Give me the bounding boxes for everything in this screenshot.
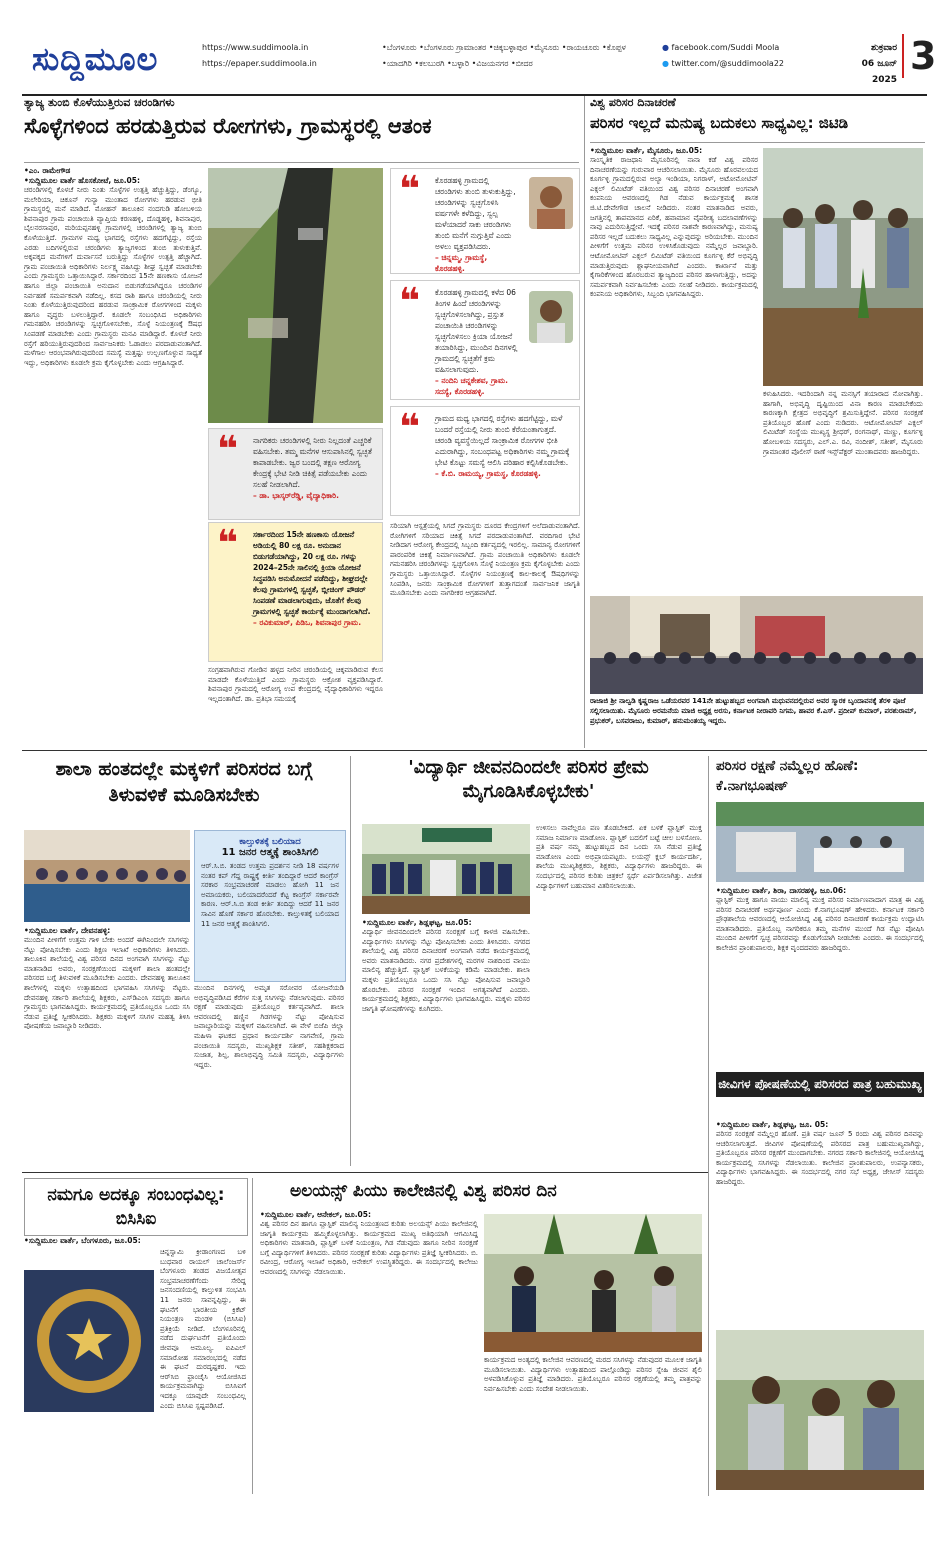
- quote-mark-icon: ❝: [217, 429, 239, 470]
- story4-dateline: •ಸುದ್ದಿಮೂಲ ವಾರ್ತೆ, ಶಿಡ್ಲಘಟ್ಟ, ಜೂ.05:: [362, 918, 472, 927]
- quote-card: ❝ ಗ್ರಾಮದ ಮಧ್ಯ ಭಾಗದಲ್ಲಿ ರಸ್ತೆಗಳು ಹದಗೆಟ್ಟಿದ್ದು, ಮಳೆ ಬಂದರೆ ರಸ್ತೆಯಲ್ಲಿ ನೀರು ತುಂಬಿ ಕೆರೆಯಂತಾಗುತ್ತದೆ. ಚರಂಡಿ ವ್ಯವಸ್ಥೆಯಿಲ್ಲದೆ ಸಾಂಕ್ರಾಮಿಕ ರೋಗಗಳ ಭೀತಿ ಎದುರಾಗಿದ್ದು, ಸಂಬಂಧಪಟ್ಟ ಅಧಿಕಾರಿಗಳು ನಮ್ಮ ಗ್ರಾಮಕ್ಕೆ ಭೇಟಿ ಕೊಟ್ಟು ಸಮಸ್ಯೆ ಆಲಿಸಿ ಪರಿಹಾರ ಕಲ್ಪಿಸಿಕೊಡಬೇಕು. – ಕೆ.ಬಿ. ರಾಮಯ್ಯ, ಗ್ರಾಮಸ್ಥ, ಕೊರಡಹಳ್ಳಿ.: [390, 406, 580, 516]
- newspaper-logo: ಸುದ್ದಿಮೂಲ: [32, 40, 159, 78]
- edition-cities: •ಬೆಂಗಳೂರು •ಬೆಂಗಳೂರು ಗ್ರಾಮಾಂತರ •ಚಿಕ್ಕಬಳ್ಳಾಪುರ •ಮೈಸೂರು •ರಾಯಚೂರು •ಕೊಪ್ಪಳ •ಯಾದಗಿರಿ •ಕಲಬುರಗಿ •ಬಳ್ಳಾರಿ •ವಿಜಯನಗರ •ಬೀದರ: [382, 43, 626, 68]
- issue-date: ಶುಕ್ರವಾರ 06 ಜೂನ್ 2025: [861, 43, 897, 85]
- students-planting-photo: [362, 824, 530, 914]
- divider: [252, 1178, 253, 1494]
- website-links: [202, 40, 317, 72]
- quote-mark-icon: ❝: [399, 169, 421, 210]
- story8-body-continued: ಕಾರ್ಯಕ್ರಮದ ಅಂತ್ಯದಲ್ಲಿ ಕಾಲೇಜಿನ ಆವರಣದಲ್ಲಿ ಮರದ ಸಸಿಗಳನ್ನು ನೆಡುವುದರ ಮೂಲಕ ಜಾಗೃತಿ ಮೂಡಿಸಲಾಯಿತು. ವಿದ್ಯಾರ್ಥಿಗಳು ಉತ್ಸಾಹದಿಂದ ಪಾಲ್ಗೊಂಡಿದ್ದು ಪರಿಸರ ಸ್ನೇಹಿ ಜೀವನ ಶೈಲಿ ಅಳವಡಿಸಿಕೊಳ್ಳುವ ಪ್ರತಿಜ್ಞೆ ಮಾಡಿದರು. ಪ್ರತಿಯೊಬ್ಬರೂ ಪರಿಸರ ರಕ್ಷಣೆಯಲ್ಲಿ ತಮ್ಮ ಪಾತ್ರವನ್ನು ನಿರ್ವಹಿಸಬೇಕು ಎಂದು ಸಂದೇಶ ನೀಡಲಾಯಿತು.: [484, 1356, 702, 1393]
- story3-column-1: [24, 926, 190, 1166]
- quote-card: ❝ ಕೊರಡಹಳ್ಳಿ ಗ್ರಾಮದಲ್ಲಿ ಚರಂಡಿಗಳು ತುಂಬಿ ತುಳುಕುತ್ತಿದ್ದು, ಚರಂಡಿಗಳನ್ನು ಸ್ವಚ್ಛಗೊಳಿಸಿ ವರ್ಷಗಳೇ ಕಳೆದಿದ್ದು, ಸ್ವಲ್ಪ ಮಳೆಯಾದರೆ ಸಾಕು ಚರಂಡಿಗಳು ತುಂಬಿ ಮನೆಗೆ ನುಗ್ಗುತ್ತಿವೆ ಎಂದು ಅಳಲು ವ್ಯಕ್ತಪಡಿಸಿದರು. – ಚಿನ್ನಮ್ಮ, ಗ್ರಾಮಸ್ಥೆ, ಕೊರಡಹಳ್ಳಿ.: [390, 168, 580, 274]
- story2-body-continued: ಕಳುಹಿಸಿದರು. ಇದರಿಂದಾಗಿ ನನ್ನ ಮನಸ್ಸಿಗೆ ತಯಾರಾದ ನೋವಾಗಿತ್ತು. ಹಾಗಾಗಿ, ಅಭಿವೃದ್ಧಿ ದೃಷ್ಟಿಯಿಂದ ವಿನಾ ಕಾರಣ ಮಾಡಬೇಕೆಂದು ಕಾರಣಕ್ಕಾಗಿ ಕ್ಷೇತ್ರದ ಅಭಿವೃದ್ಧಿಗೆ ಶ್ರಮಿಸುತ್ತಿದ್ದೇನೆ. ಪರಿಸರ ಸಂರಕ್ಷಣೆ ಪ್ರತಿಯೊಬ್ಬರ ಹೊಣೆ ಎಂದು ನುಡಿದರು. ಆಟೋಮೋಟಿವ್ ಎಕ್ಸಲ್ ಲಿಮಿಟೆಡ್ ಸಂಸ್ಥೆಯ ಮುಖ್ಯಸ್ಥ ಶ್ರೀಧರ್, ರಂಗನಾಥ್, ಮಣ್ಣು, ಕೂರ್ಗಳ್ಳಿ ಹೋಬಳಿಯ ಸದಸ್ಯರು, ಎಲ್.ಎ. ರವಿ, ನಂದೀಶ್, ಸತೀಶ್, ಮೈಸೂರು ಗ್ರಾಮಾಂತರ ಪೊಲೀಸ್ ಠಾಣೆ ಇನ್ಸ್‌ಪೆಕ್ಟರ್ ಮುಂತಾದವರು ಹಾಜರಿದ್ದರು.: [763, 390, 923, 456]
- story6-dateline: •ಸುದ್ದಿಮೂಲ ವಾರ್ತೆ, ಶಿಡ್ಲಘಟ್ಟ, ಜೂ. 05:: [716, 1120, 829, 1129]
- story2-headline: ಪರಿಸರ ಇಲ್ಲದೆ ಮನುಷ್ಯ ಬದುಕಲು ಸಾಧ್ಯವಿಲ್ಲ: ಜಿಟಿಡಿ: [590, 114, 849, 132]
- quote-card: ❝ ನಾಗರಿಕರು ಚರಂಡಿಗಳಲ್ಲಿ ನೀರು ನಿಲ್ಲದಂತೆ ಎಚ್ಚರಿಕೆ ವಹಿಸಬೇಕು. ತಮ್ಮ ಮನೆಗಳ ಆಸುಪಾಸಿನಲ್ಲಿ ಸ್ವಚ್ಛತೆ ಕಾಪಾಡಬೇಕು. ಜ್ವರ ಬಂದಲ್ಲಿ ತಕ್ಷಣ ಆರೋಗ್ಯ ಕೇಂದ್ರಕ್ಕೆ ಭೇಟಿ ನೀಡಿ ಚಿಕಿತ್ಸೆ ಪಡೆಯಬೇಕು ಎಂದು ಸಲಹೆ ನೀಡಲಾಗಿದೆ. – ಡಾ. ಭಾಸ್ಕರ್‌ರೆಡ್ಡಿ, ವೈದ್ಯಾಧಿಕಾರಿ.: [208, 428, 383, 520]
- story6-body: ಪರಿಸರ ಸಂರಕ್ಷಣೆ ನಮ್ಮೆಲ್ಲರ ಹೊಣೆ. ಪ್ರತಿ ವರ್ಷ ಜೂನ್ 5 ರಂದು ವಿಶ್ವ ಪರಿಸರ ದಿನವನ್ನು ಆಚರಿಸಲಾಗುತ್ತದೆ. ಜೀವಿಗಳ ಪೋಷಣೆಯಲ್ಲಿ ಪರಿಸರದ ಪಾತ್ರ ಬಹುಮುಖ್ಯವಾಗಿದ್ದು, ಪ್ರತಿಯೊಬ್ಬರೂ ಪರಿಸರ ರಕ್ಷಣೆಗೆ ಮುಂದಾಗಬೇಕು. ನಗರದ ಸರ್ಕಾರಿ ಕಾಲೇಜಿನಲ್ಲಿ ಆಯೋಜಿಸಿದ್ದ ಕಾರ್ಯಕ್ರಮದಲ್ಲಿ ಸಸಿಗಳನ್ನು ನೆಡಲಾಯಿತು. ಕಾಲೇಜಿನ ಪ್ರಾಂಶುಪಾಲರು, ಉಪನ್ಯಾಸಕರು, ವಿದ್ಯಾರ್ಥಿಗಳು ಭಾಗವಹಿಸಿದ್ದರು. ಈ ಸಂದರ್ಭದಲ್ಲಿ ನಗರ ಸಭೆ ಅಧ್ಯಕ್ಷ, ಜೇಸೀಸ್ ಸದಸ್ಯರು ಹಾಜರಿದ್ದರು.: [716, 1130, 924, 1186]
- quote-card: ❝ ಸರ್ಕಾರದಿಂದ 15ನೇ ಹಣಕಾಸು ಯೋಜನೆ ಅಡಿಯಲ್ಲಿ 80 ಲಕ್ಷ ರೂ. ಅನುದಾನ ಬಿಡುಗಡೆಯಾಗಿದ್ದು, 20 ಲಕ್ಷ ರೂ. ಗಳನ್ನು 2024–25ನೇ ಸಾಲಿನಲ್ಲಿ ಕ್ರಿಯಾ ಯೋಜನೆ ಸಿದ್ಧಪಡಿಸಿ ಅನುಮೋದನೆ ಪಡೆದಿದ್ದು, ಶೀಘ್ರದಲ್ಲೇ ಕೆಲವು ಗ್ರಾಮಗಳಲ್ಲಿ ಸ್ವಚ್ಛತೆ, ಬ್ಲೀಚಿಂಗ್ ಪೌಡರ್ ಸಿಂಪಡಣೆ ಮಾಡಲಾಗುವುದು, ಜೊತೆಗೆ ಕೆಲವು ಗ್ರಾಮಗಳಲ್ಲಿ ಸ್ವಚ್ಛತೆ ಕಾರ್ಯಕ್ಕೆ ಮುಂದಾಗಲಾಗಿದೆ. – ರವಿಕುಮಾರ್, ಪಿಡಿಒ, ಶಿವನಾಪುರ ಗ್ರಾಮ.: [208, 522, 383, 662]
- alliance-college-planting-photo: [484, 1214, 702, 1352]
- story5-column: [716, 886, 924, 1072]
- story5-headline: ಪರಿಸರ ರಕ್ಷಣೆ ನಮ್ಮೆಲ್ಲರ ಹೊಣೆ: ಕೆ.ನಾಗಭೂಷಣ್: [716, 758, 859, 794]
- environment-day-event-photo: [716, 802, 924, 882]
- story8-dateline: •ಸುದ್ದಿಮೂಲ ವಾರ್ತೆ, ಆನೇಕಲ್, ಜೂ.05:: [260, 1210, 371, 1219]
- story7-dateline: •ಸುದ್ದಿಮೂಲ ವಾರ್ತೆ, ಬೆಂಗಳೂರು, ಜೂ.05:: [24, 1236, 141, 1245]
- story8-headline: ಅಲಯನ್ಸ್ ಪಿಯು ಕಾಲೇಜಿನಲ್ಲಿ ವಿಶ್ವ ಪರಿಸರ ದಿನ: [290, 1181, 557, 1201]
- stampede-condolence-box: [194, 830, 346, 982]
- quote-card: ❝ ಕೊರಡಹಳ್ಳಿ ಗ್ರಾಮದಲ್ಲಿ ಕಳೆದ 06 ತಿಂಗಳ ಹಿಂದೆ ಚರಂಡಿಗಳನ್ನು ಸ್ವಚ್ಛಗೊಳಿಸಲಾಗಿದ್ದು, ಪ್ರಸ್ತುತ ಪಂಚಾಯಿತಿ ಚರಂಡಿಗಳನ್ನು ಸ್ವಚ್ಛಗೊಳಿಸಲು ಕ್ರಿಯಾ ಯೋಜನೆ ತಯಾರಿಸಿದ್ದು, ಮುಂದಿನ ದಿನಗಳಲ್ಲಿ ಗ್ರಾಮದಲ್ಲಿ ಸ್ವಚ್ಛತೆಗೆ ಕ್ರಮ ವಹಿಸಲಾಗುವುದು. – ನಂದಿನಿ ಚನ್ನಕೇಶವ, ಗ್ರಾಮ. ಸದಸ್ಯೆ, ಕೊರಡಹಳ್ಳಿ.: [390, 280, 580, 400]
- memorial-event-photo: [590, 596, 923, 694]
- box-body: ಆರ್.ಸಿ.ಬಿ. ತಂಡದ ಉತ್ತಮ ಪ್ರದರ್ಶನ ನೀಡಿ 18 ವರ್ಷಗಳ ನಂತರ ಕಪ್ ಗೆದ್ದ ರಾಷ್ಟ್ರಕ್ಕೆ ಕೀರ್ತಿ ತಂದಿದ್ದಾರೆ ಆದರೆ ಕಾಂಗ್ರೆಸ್ ಸರಕಾರ ಸಂಭ್ರಮಾಚರಣೆ ಮಾಡಲು ಹೋಗಿ 11 ಜನ ಅಮಾಯಕರು, ಬಲಿಯಾದರೆಂದರೆ ಕೆಟ್ಟ ಕಾಂಗ್ರೆಸ್ ಸರ್ಕಾರವೇ ಕಾರಣ. ಆರ್.ಸಿ.ಬಿ ತಂಡ ಕೀರ್ತಿ ತಂದಿದ್ದು ಆದರೆ 11 ಜನರ ಸಾವಿನ ಹೊಣೆ ಸರ್ಕಾರ ಹೊರಬೇಕು. ಕಾಲ್ತುಳಿತಕ್ಕೆ ಬಲಿಯಾದ 11 ಜನರ ಆತ್ಮಕ್ಕೆ ಶಾಂತಿಸಿಗಲಿ.: [201, 862, 339, 928]
- epaper-link[interactable]: https://epaper.suddimoola.in: [202, 59, 317, 68]
- box-title: 11 ಜನರ ಆತ್ಮಕ್ಕೆ ಶಾಂತಿಸಿಗಲಿ: [221, 847, 319, 858]
- divider: [590, 142, 925, 143]
- story8-body: ವಿಶ್ವ ಪರಿಸರ ದಿನ ಹಾಗೂ ಪ್ಲಾಸ್ಟಿಕ್ ಮಾಲಿನ್ಯ ನಿಯಂತ್ರಣದ ಕುರಿತು ಅಲಯನ್ಸ್ ಪಿಯು ಕಾಲೇಜಿನಲ್ಲಿ ಜಾಗೃತಿ ಕಾರ್ಯಕ್ರಮ ಹಮ್ಮಿಕೊಳ್ಳಲಾಗಿತ್ತು. ಕಾರ್ಯಕ್ರಮದ ಮುಖ್ಯ ಅತಿಥಿಯಾಗಿ ಆಗಮಿಸಿದ್ದ ಅಧಿಕಾರಿಗಳು ಮಾತನಾಡಿ, ಪ್ಲಾಸ್ಟಿಕ್ ಬಳಕೆ ನಿಯಂತ್ರಣ, ಗಿಡ ನೆಡುವುದು ಹಾಗೂ ನೀರಿನ ಸಂರಕ್ಷಣೆ ಬಗ್ಗೆ ವಿದ್ಯಾರ್ಥಿಗಳಿಗೆ ತಿಳಿಸಿದರು. ಪರಿಸರ ಸಂರಕ್ಷಣೆ ಕುರಿತು ವಿದ್ಯಾರ್ಥಿಗಳು ಪ್ರತಿಜ್ಞೆ ಸ್ವೀಕರಿಸಿದರು. ಬಿ. ರವೀಂದ್ರ, ಆರೋಗ್ಯ ಇಲಾಖೆ ಅಧಿಕಾರಿ, ಆನೇಕಲ್ ಉಪಸ್ಥಿತರಿದ್ದರು. ಈ ಸಂದರ್ಭದಲ್ಲಿ ಕಾಲೇಜು ಆವರಣದಲ್ಲಿ ಸಸಿಗಳನ್ನು ನೆಡಲಾಯಿತು.: [260, 1220, 478, 1276]
- story1-kicker: ತ್ಯಾಜ್ಯ ತುಂಬಿ ಕೊಳೆಯುತ್ತಿರುವ ಚರಂಡಿಗಳು: [24, 96, 175, 109]
- story4-column-1: [362, 918, 530, 1166]
- school-students-photo: [24, 830, 190, 922]
- social-links: [662, 40, 784, 72]
- story7-body: ಚಿನ್ನಸ್ವಾಮಿ ಕ್ರೀಡಾಂಗಣದ ಬಳಿ ಬುಧವಾರ ರಾಯಲ್ ಚಾಲೆಂಜರ್ಸ್ ಬೆಂಗಳೂರು ತಂಡದ ವಿಜಯೋತ್ಸವ ಸಂಭ್ರಮಾಚರಣೆಗೆಂದು ಸೇರಿದ್ದ ಜನಸಂದಣಿಯಲ್ಲಿ ಕಾಲ್ತುಳಿತ ಸಂಭವಿಸಿ 11 ಜನರು ಸಾವನ್ನಪ್ಪಿದ್ದು, ಈ ಘಟನೆಗೆ ಭಾರತೀಯ ಕ್ರಿಕೆಟ್ ನಿಯಂತ್ರಣ ಮಂಡಳಿ (ಬಿಸಿಸಿಐ) ಪ್ರತಿಕ್ರಿಯೆ ನೀಡಿದೆ. ಬೆಂಗಳೂರಿನಲ್ಲಿ ನಡೆದ ದುರ್ಘಟನೆಗೆ ಪ್ರತಿಯೊಂದು ಜೀವವೂ ಅಮೂಲ್ಯ. ಐಪಿಎಲ್ ಸಮಾರೋಹ ಸಮಾರಂಭದಲ್ಲಿ ನಡೆದ ಈ ಘಟನೆ ದುರದೃಷ್ಟಕರ. ಇದು ಆರ್‌ಸಿಬಿ ಫ್ರಾಂಚೈಸಿ ಆಯೋಜಿಸಿದ ಕಾರ್ಯಕ್ರಮವಾಗಿದ್ದು ಬಿಸಿಸಿಐಗೆ ಇದಕ್ಕೂ ಯಾವುದೇ ಸಂಬಂಧವಿಲ್ಲ ಎಂದು ಬಿಸಿಸಿಐ ಸ್ಪಷ್ಟಪಡಿಸಿದೆ.: [24, 1248, 246, 1494]
- facebook-link[interactable]: ● facebook.com/Suddi Moola: [662, 43, 780, 52]
- story6-column: [716, 1120, 924, 1326]
- box-kicker: ಕಾಲ್ತುಳಿತಕ್ಕೆ ಬಲಿಯಾದ: [239, 837, 301, 847]
- twitter-icon: ●: [662, 59, 669, 68]
- story1-body-continued: ಸಂಗ್ರಹವಾಗಿರುವ ಗೋಡಿನ ಹಳ್ಳದ ನೀರಿನ ಚರಂಡಿಯಲ್ಲಿ ಚಿಕ್ಕಮಾಡಿರುವ ಕೆಲಸ ಮಾಡದೇ ಕೊಳೆಯುತ್ತಿದೆ ಎಂದು ಗ್ರಾಮಸ್ಥರು ಆಕ್ರೋಶ ವ್ಯಕ್ತಪಡಿಸಿದ್ದಾರೆ. ಶಿವನಾಪುರ ಗ್ರಾಮದಲ್ಲಿ ಆರೋಗ್ಯ ಉಪ ಕೇಂದ್ರದಲ್ಲಿ ವೈದ್ಯಾಧಿಕಾರಿಗಳು ಇದ್ದರೂ ಇಲ್ಲದಂತಾಗಿದೆ. ಡಾ. ಪ್ರತಿಭಾ ಸಮಯಕ್ಕೆ: [208, 666, 383, 703]
- story3-dateline: •ಸುದ್ದಿಮೂಲ ವಾರ್ತೆ, ದೇವನಹಳ್ಳಿ:: [24, 926, 111, 935]
- story1-body: ಚರಂಡಿಗಳಲ್ಲಿ ಕೊಳಚೆ ನೀರು ನಿಂತು ಸೊಳ್ಳೆಗಳ ಉತ್ಪತ್ತಿ ಹೆಚ್ಚುತ್ತಿದ್ದು, ಡೆಂಗ್ಯೂ, ಮಲೇರಿಯಾ, ಚಿಕೂನ್ ಗುನ್ಯಾ ಮುಂತಾದ ರೋಗಗಳು ಹರಡುವ ಭೀತಿ ಗ್ರಾಮಸ್ಥರಲ್ಲಿ ಮನೆ ಮಾಡಿದೆ. ಮೋಹನ್ ತಾಲೂಕಿನ ನಂದಗುಡಿ ಹೋಬಳಿಯ ಶಿವನಾಪುರ ಗ್ರಾಮ ಪಂಚಾಯಿತಿ ವ್ಯಾಪ್ತಿಯ ಕರಣಹಳ್ಳಿ, ದೊಡ್ಡಹಳ್ಳಿ, ಶಿವನಾಪುರ, ಬೈಲನರಸಾಪುರ, ಮರಿಯಪ್ಪನಹಳ್ಳಿ ಗ್ರಾಮಗಳಲ್ಲಿ ಚರಂಡಿಗಳಲ್ಲಿ ತ್ಯಾಜ್ಯ ತುಂಬಿ ಕೊಳೆಯುತ್ತಿದೆ. ಗ್ರಾಮಗಳ ಮಧ್ಯ ಭಾಗದಲ್ಲಿ ರಸ್ತೆಗಳು ಹದಗೆಟ್ಟಿದ್ದು, ರಸ್ತೆಯ ಎರಡು ಬದಿಗಳಲ್ಲಿರುವ ಚರಂಡಿಗಳು ತ್ಯಾಜ್ಯಗಳಿಂದ ತುಂಬಿ ತುಳುಕುತ್ತಿವೆ. ಅಕ್ಕಪಕ್ಕದ ಮನೆಗಳಿಗೆ ದುರ್ವಾಸನೆ ಬರುತ್ತಿದ್ದು ಸೊಳ್ಳೆಗಳ ಉತ್ಪತ್ತಿ ಹೆಚ್ಚಾಗಿದೆ. ಗ್ರಾಮ ಪಂಚಾಯಿತಿ ಅಧಿಕಾರಿಗಳು ನಿರ್ಲಕ್ಷ್ಯ ವಹಿಸಿದ್ದು ಶೀಘ್ರ ಸ್ವಚ್ಛತೆ ಮಾಡಬೇಕು ಎಂದು ಗ್ರಾಮಸ್ಥರು ಒತ್ತಾಯಿಸಿದ್ದಾರೆ. ಸರ್ಕಾರದಿಂದ 15ನೇ ಹಣಕಾಸು ಯೋಜನೆ ಹಾಗೂ ಜಿಲ್ಲಾ ಪಂಚಾಯಿತಿ ಅನುದಾನ ಬಿಡುಗಡೆಯಾಗಿದ್ದರೂ ಚರಂಡಿಗಳ ನಿರ್ವಹಣೆ ಸಮರ್ಪಕವಾಗಿ ನಡೆದಿಲ್ಲ. ಕಸದ ರಾಶಿ ಹಾಗೂ ಚರಂಡಿಯಲ್ಲಿ ನೀರು ನಿಂತು ಕೊಳೆಯುತ್ತಿರುವುದರಿಂದ ಹರಡುವ ಸಾಂಕ್ರಾಮಿಕ ರೋಗಗಳಿಂದ ಮಕ್ಕಳು ಹಾಗೂ ವೃದ್ಧರು ಬಳಲುತ್ತಿದ್ದಾರೆ. ಕೂಡಲೇ ಸಂಬಂಧಿಸಿದ ಅಧಿಕಾರಿಗಳು ಗಮನಹರಿಸಿ ಚರಂಡಿಗಳನ್ನು ಸ್ವಚ್ಛಗೊಳಿಸಬೇಕು, ಸೊಳ್ಳೆ ನಿಯಂತ್ರಣಕ್ಕೆ ಔಷಧ ಸಿಂಪಡಣೆ ಮಾಡಬೇಕು ಎಂದು ಗ್ರಾಮಸ್ಥರು ಮನವಿ ಮಾಡಿದ್ದಾರೆ. ಕೊಳಚೆ ನೀರು ರಸ್ತೆಗೆ ಹರಿಯುತ್ತಿರುವುದರಿಂದ ಸಾರ್ವಜನಿಕರು ಓಡಾಡಲು ಪರದಾಡುವಂತಾಗಿದೆ. ಮಳೆಗಾಲ ಆರಂಭವಾಗಿರುವುದರಿಂದ ಸಮಸ್ಯೆ ಮತ್ತಷ್ಟು ಉಲ್ಬಣಗೊಳ್ಳುವ ಸಾಧ್ಯತೆ ಇದ್ದು, ಅಧಿಕಾರಿಗಳು ಕೂಡಲೇ ಕ್ರಮ ಕೈಗೊಳ್ಳಬೇಕು ಎಂದು ಆಗ್ರಹಿಸಿದ್ದಾರೆ.: [24, 186, 202, 367]
- story4-body: ವಿದ್ಯಾರ್ಥಿ ಜೀವನದಿಂದಲೇ ಪರಿಸರ ಸಂರಕ್ಷಣೆ ಬಗ್ಗೆ ಕಾಳಜಿ ವಹಿಸಬೇಕು. ವಿದ್ಯಾರ್ಥಿಗಳು ಸಸಿಗಳನ್ನು ನೆಟ್ಟು ಪೋಷಿಸಬೇಕು ಎಂದು ತಿಳಿಸಿದರು. ನಗರದ ಶಾಲೆಯಲ್ಲಿ ವಿಶ್ವ ಪರಿಸರ ದಿನಾಚರಣೆ ಅಂಗವಾಗಿ ನಡೆದ ಕಾರ್ಯಕ್ರಮದಲ್ಲಿ ಅವರು ಮಾತನಾಡಿದರು. ನಗರ ಪ್ರದೇಶಗಳಲ್ಲಿ ಮರಗಳ ನಾಶದಿಂದ ವಾಯು ಮಾಲಿನ್ಯ ಹೆಚ್ಚುತ್ತಿದೆ. ಪ್ಲಾಸ್ಟಿಕ್ ಬಳಕೆಯನ್ನು ಕಡಿಮೆ ಮಾಡಬೇಕು. ಶಾಲಾ ಮಕ್ಕಳು ಪ್ರತಿಯೊಬ್ಬರೂ ಒಂದು ಸಸಿ ನೆಟ್ಟು ಪೋಷಿಸುವ ಜವಾಬ್ದಾರಿ ಹೊರಬೇಕು. ಪರಿಸರ ಸಂರಕ್ಷಣೆ ಇಂದಿನ ಅಗತ್ಯವಾಗಿದೆ ಎಂದರು. ಕಾರ್ಯಕ್ರಮದಲ್ಲಿ ಶಿಕ್ಷಕರು, ವಿದ್ಯಾರ್ಥಿಗಳು ಭಾಗವಹಿಸಿದ್ದರು. ಮಕ್ಕಳು ಪರಿಸರ ಜಾಗೃತಿ ಘೋಷಣೆಗಳನ್ನು ಕೂಗಿದರು.: [362, 928, 530, 1013]
- divider: [24, 162, 579, 163]
- story3-body: ಮುಂದಿನ ಪೀಳಿಗೆಗೆ ಉತ್ತಮ ಗಾಳಿ ಬೇಕು ಅಂದರೆ ಈಗಿನಿಂದಲೇ ಸಸಿಗಳನ್ನು ನೆಟ್ಟು ಪೋಷಿಸಬೇಕು ಎಂದು ಶಿಕ್ಷಣ ಇಲಾಖೆ ಅಧಿಕಾರಿಗಳು ತಿಳಿಸಿದರು. ತಾಲೂಕಿನ ಶಾಲೆಯಲ್ಲಿ ವಿಶ್ವ ಪರಿಸರ ದಿನದ ಅಂಗವಾಗಿ ಸಸಿಗಳನ್ನು ನೆಟ್ಟು ಮಾತನಾಡಿದ ಅವರು, ಸಂರಕ್ಷಣೆಯಿಂದ ಮಕ್ಕಳಿಗೆ ಶಾಲಾ ಹಂತದಲ್ಲೇ ಪರಿಸರದ ಬಗ್ಗೆ ತಿಳುವಳಿಕೆ ಮೂಡಿಸಬೇಕು ಎಂದರು. ದೇವನಹಳ್ಳಿ ತಾಲೂಕಿನ ಶಾಲೆಗಳಲ್ಲಿ ಮಕ್ಕಳು ಉತ್ಸಾಹದಿಂದ ಭಾಗವಹಿಸಿ ಸಸಿಗಳನ್ನು ನೆಟ್ಟರು. ದೇವನಹಳ್ಳಿ ಸರ್ಕಾರಿ ಶಾಲೆಯಲ್ಲಿ ಶಿಕ್ಷಕರು, ಎಸ್‌ಡಿಎಂಸಿ ಸದಸ್ಯರು ಹಾಗೂ ಗ್ರಾಮಸ್ಥರು ಭಾಗವಹಿಸಿದ್ದರು. ಕಾರ್ಯಕ್ರಮದಲ್ಲಿ ಪ್ರತಿಯೊಬ್ಬರೂ ಒಂದು ಸಸಿ ನೆಡುವ ಪ್ರತಿಜ್ಞೆ ಸ್ವೀಕರಿಸಿದರು. ಶಿಕ್ಷಕರು ಮಕ್ಕಳಿಗೆ ಸಸಿಗಳ ಮಹತ್ವ ತಿಳಿಸಿ ಪೋಷಣೆಯ ಜವಾಬ್ದಾರಿ ನೀಡಿದರು.: [24, 936, 190, 1031]
- page-number: 3: [902, 34, 936, 78]
- story3-headline: ಶಾಲಾ ಹಂತದಲ್ಲೇ ಮಕ್ಕಳಿಗೆ ಪರಿಸರದ ಬಗ್ಗೆ ತಿಳುವಳಿಕೆ ಮೂಡಿಸಬೇಕು: [55, 758, 313, 806]
- quote-mark-icon: ❝: [399, 281, 421, 322]
- story1-column-1: [24, 166, 202, 826]
- story5-dateline: •ಸುದ್ದಿಮೂಲ ವಾರ್ತೆ, ಶಿರಾ, ದಾಸರಹಳ್ಳಿ, ಜೂ.06:: [716, 886, 847, 895]
- story6-headline: ಜೀವಿಗಳ ಪೋಷಣೆಯಲ್ಲಿ ಪರಿಸರದ ಪಾತ್ರ ಬಹುಮುಖ್ಯ: [716, 1072, 924, 1097]
- story8-column-1: [260, 1210, 478, 1492]
- avatar: [529, 291, 573, 343]
- story2-kicker: ವಿಶ್ವ ಪರಿಸರ ದಿನಾಚರಣೆ: [590, 96, 676, 109]
- story4-headline: 'ವಿದ್ಯಾರ್ಥಿ ಜೀವನದಿಂದಲೇ ಪರಿಸರ ಪ್ರೇಮ ಮೈಗೂಡಿಸಿಕೊಳ್ಳಬೇಕು': [408, 757, 649, 802]
- masthead: [22, 34, 937, 96]
- story2-column-1: [590, 146, 758, 594]
- story1-body-continued: ಸರಿಯಾಗಿ ಆಸ್ಪತ್ರೆಯಲ್ಲಿ ಸಿಗದೆ ಗ್ರಾಮಸ್ಥರು ದೂರದ ಕೇಂದ್ರಗಳಿಗೆ ಅಲೆದಾಡುವಂತಾಗಿದೆ. ರೋಗಿಗಳಿಗೆ ಸರಿಯಾದ ಚಿಕಿತ್ಸೆ ಸಿಗದೆ ಪರದಾಡುವಂತಾಗಿದೆ. ವರದಿಗಾರ ಭೇಟಿ ನೀಡಿದಾಗ ಆರೋಗ್ಯ ಕೇಂದ್ರದಲ್ಲಿ ಸಿಬ್ಬಂದಿ ಕರ್ತವ್ಯದಲ್ಲಿ ಇರಲಿಲ್ಲ. ಸಾಮಾನ್ಯ ರೋಗಗಳಿಗೆ ಪಾರಂಪರಿಕ ಚಿಕಿತ್ಸೆ ನಿರ್ಮಾಣವಾಗಿದೆ. ಗ್ರಾಮ ಪಂಚಾಯಿತಿ ಅಧಿಕಾರಿಗಳು ಕೂಡಲೇ ಗಮನಹರಿಸಿ ಚರಂಡಿಗಳನ್ನು ಸ್ವಚ್ಛಗೊಳಿಸಿ ಸೊಳ್ಳೆ ನಿಯಂತ್ರಣ ಕ್ರಮ ಕೈಗೊಳ್ಳಬೇಕು ಎಂದು ಗ್ರಾಮಸ್ಥರು ಒತ್ತಾಯಿಸಿದ್ದಾರೆ. ಸೊಳ್ಳೆಗಳ ನಿಯಂತ್ರಣಕ್ಕೆ ಕಾಲ-ಕಾಲಕ್ಕೆ ಔಷಧಿಗಳನ್ನು ಸಿಂಪಡಿಸಿ, ಜನರು ಸಾಂಕ್ರಾಮಿಕ ರೋಗಗಳಿಗೆ ತುತ್ತಾಗದಂತೆ ಸಾರ್ವಜನಿಕ ಜಾಗೃತಿ ಮೂಡಿಸಬೇಕು ಎಂದು ನಾಗರೀಕರ ಆಗ್ರಹವಾಗಿದೆ.: [390, 522, 580, 598]
- divider: [22, 1172, 708, 1173]
- facebook-icon: ●: [662, 43, 669, 52]
- college-planting-photo: [716, 1330, 924, 1490]
- quote-mark-icon: ❝: [399, 407, 421, 448]
- story2-body: ಸಾಂಸ್ಕೃತಿಕ ರಾಜಧಾನಿ ಮೈಸೂರಿನಲ್ಲಿ ನಾನಾ ಕಡೆ ವಿಶ್ವ ಪರಿಸರ ದಿನಾಚರಣೆಯನ್ನು ಗುರುವಾರ ಆಚರಿಸಲಾಯಿತು. ಮೈಸೂರು ಹೊರವಲಯದ ಕೂರ್ಗಳ್ಳಿ ಗ್ರಾಮದಲ್ಲಿರುವ ಅಲ್ಯಾ ಇಂಡಿಯಾ, ನಿಗರಾಳ್, ಅಟೋಮೋಟಿವ್ ಎಕ್ಸಲ್ ಲಿಮಿಟೆಡ್ ವತಿಯಿಂದ ವಿಶ್ವ ಪರಿಸರ ದಿನಾಚರಣೆ ಅಂಗವಾಗಿ ಕಂಪನಿಯ ಆವರಣದಲ್ಲಿ ಗಿಡ ನೆಡುವ ಕಾರ್ಯಕ್ರಮಕ್ಕೆ ಶಾಸಕ ಜಿ.ಟಿ.ದೇವೇಗೌಡ ಚಾಲನೆ ನೀಡಿದರು. ನಂತರ ಮಾತನಾಡಿದ ಅವರು, ಜಗತ್ತಿನಲ್ಲಿ ತಾಪಮಾನದ ಏರಿಕೆ, ಹವಾಮಾನ ವೈಪರೀತ್ಯ ಬದಲಾವಣೆಗಳನ್ನು ನಾವು ಎದುರಿಸುತ್ತಿದ್ದೇವೆ. ಇದಕ್ಕೆ ಪರಿಸರ ನಾಶವೇ ಕಾರಣವಾಗಿದ್ದು, ಮನುಷ್ಯ ಪರಿಸರ ಇಲ್ಲದೆ ಬದುಕಲು ಸಾಧ್ಯವಿಲ್ಲ ಎನ್ನುವುದನ್ನು ಅರಿಯಬೇಕು. ಮುಂದಿನ ಪೀಳಿಗೆಗೆ ಉತ್ತಮ ಪರಿಸರ ಉಳಿಸಿಕೊಡುವುದು ನಮ್ಮೆಲ್ಲರ ಜವಾಬ್ದಾರಿ. ಆಟೋಮೋಟಿವ್ ಎಕ್ಸಲ್ ಲಿಮಿಟೆಡ್ ವತಿಯಿಂದ ಕೂರ್ಗಳ್ಳಿ ಕೆರೆ ಅಭಿವೃದ್ಧಿ ಮಾಡುತ್ತಿರುವುದು ಶ್ಲಾಘನೀಯವಾಗಿದೆ ಎಂದರು. ಕಾರ್ಖಾನೆ ಮತ್ತು ಕೈಗಾರಿಕೆಗಳಿಂದ ಹೊರಬರುವ ತ್ಯಾಜ್ಯದಿಂದ ಪರಿಸರ ಹಾಳಾಗುತ್ತಿದ್ದು, ಅದನ್ನು ಸಮರ್ಪಕವಾಗಿ ನಿರ್ವಹಿಸಬೇಕು ಎಂದು ಸಲಹೆ ನೀಡಿದರು. ಕಾರ್ಯಕ್ರಮದಲ್ಲಿ ಕಂಪನಿಯ ಅಧಿಕಾರಿಗಳು, ಸಿಬ್ಬಂದಿ ಭಾಗವಹಿಸಿದ್ದರು.: [590, 156, 758, 299]
- story1-byline: •ಎಂ. ರಾಮೇಗೌಡ: [24, 166, 71, 175]
- drain-photo: [208, 168, 383, 423]
- quote-mark-icon: ❝: [217, 523, 239, 564]
- story3-body-continued: ಮುಂದಿನ ದಿನಗಳಲ್ಲಿ ಅಮೃತ ಸರೋವರ ಯೋಜನೆಯಡಿ ಅಭಿವೃದ್ಧಿಪಡಿಸಿದ ಕೆರೆಗಳ ಸುತ್ತ ಸಸಿಗಳನ್ನು ನೆಡಲಾಗುವುದು. ಪರಿಸರ ರಕ್ಷಣೆ ಮಾಡುವುದು ಪ್ರತಿಯೊಬ್ಬರ ಕರ್ತವ್ಯವಾಗಿದೆ. ಶಾಲಾ ಆವರಣದಲ್ಲಿ ಹಣ್ಣಿನ ಗಿಡಗಳನ್ನು ನೆಟ್ಟು ಪೋಷಿಸುವ ಜವಾಬ್ದಾರಿಯನ್ನು ಮಕ್ಕಳಿಗೆ ವಹಿಸಲಾಗಿದೆ. ಈ ವೇಳೆ ಬಿಜೆಪಿ ಜಿಲ್ಲಾ ಮಹಿಳಾ ಘಟಕದ ಪ್ರಧಾನ ಕಾರ್ಯದರ್ಶಿ ನಾಗವೇಣಿ, ಗ್ರಾಮ ಪಂಚಾಯಿತಿ ಸದಸ್ಯರು, ಮುಖ್ಯಶಿಕ್ಷಕ ಸತೀಶ್, ಸಹಶಿಕ್ಷಕರಾದ ಸುಜಾತ, ಶಿಲ್ಪ, ಶಾಲಾಭಿವೃದ್ಧಿ ಸಮಿತಿ ಸದಸ್ಯರು, ವಿದ್ಯಾರ್ಥಿಗಳು ಇದ್ದರು.: [194, 984, 344, 1069]
- story4-body-continued: ಉಳಿಸಲು ನಾವೆಲ್ಲರೂ ಪಣ ತೊಡಬೇಕಿದೆ. ಏಕ ಬಳಕೆ ಪ್ಲಾಸ್ಟಿಕ್ ಮುಕ್ತ ಸಮಾಜ ನಿರ್ಮಾಣ ಮಾಡೋಣ. ಪ್ಲಾಸ್ಟಿಕ್ ಬದಲಿಗೆ ಬಟ್ಟೆ ಚೀಲ ಬಳಸೋಣ. ಪ್ರತಿ ವರ್ಷ ನಮ್ಮ ಹುಟ್ಟುಹಬ್ಬದ ದಿನ ಒಂದು ಸಸಿ ನೆಡುವ ಪ್ರತಿಜ್ಞೆ ಮಾಡೋಣ ಎಂದು ಅಭಿಪ್ರಾಯಪಟ್ಟರು. ಲಯನ್ಸ್ ಕ್ಲಬ್ ಕಾರ್ಯದರ್ಶಿ, ಶಾಲೆಯ ಮುಖ್ಯಶಿಕ್ಷಕರು, ಶಿಕ್ಷಕರು, ವಿದ್ಯಾರ್ಥಿಗಳು ಹಾಜರಿದ್ದರು. ಈ ಸಂದರ್ಭದಲ್ಲಿ ಪರಿಸರ ಕುರಿತು ಚಿತ್ರಕಲೆ ಸ್ಪರ್ಧೆ ಏರ್ಪಡಿಸಲಾಗಿತ್ತು. ವಿಜೇತ ವಿದ್ಯಾರ್ಥಿಗಳಿಗೆ ಬಹುಮಾನ ವಿತರಿಸಲಾಯಿತು.: [536, 824, 702, 890]
- photo-caption: ರಾಜಾಜಿ ಶ್ರೀ ನಾಲ್ವಡಿ ಕೃಷ್ಣರಾಜ ಒಡೆಯರವರ 141ನೇ ಹುಟ್ಟುಹಬ್ಬದ ಅಂಗವಾಗಿ ಮಧುವನದಲ್ಲಿರುವ ಅವರ ಸ್ಮಾರಕ ಬೃಂದಾವನಕ್ಕೆ ತೆರಳಿ ಪೂಜೆ ಸಲ್ಲಿಸಲಾಯಿತು. ಮೈಸೂರು ಅರಮನೆಯ ಮಾಜಿ ಅಧ್ಯಕ್ಷ ಅರಸು, ಕರ್ನಾಟಕ ನೀರಾವರಿ ನಿಗಮ, ಹಾವರ ಕೆ.ಎಸ್. ಪ್ರದೀಪ್ ಕುಮಾರ್, ಪರಶುರಾಮ್, ಪ್ರಭುಕರ್, ಬಸವರಾಜು, ಕುಮಾರ್, ಹನುಮಂತಯ್ಯ ಇದ್ದರು.: [590, 697, 917, 725]
- divider: [708, 756, 709, 1496]
- story7-headline: ನಮಗೂ ಅದಕ್ಕೂ ಸಂಬಂಧವಿಲ್ಲ: ಬಿಸಿಸಿಐ: [24, 1178, 248, 1236]
- story1-dateline: •ಸುದ್ದಿಮೂಲ ವಾರ್ತೆ ಹೊಸಕೋಟೆ, ಜೂ.05:: [24, 176, 140, 185]
- story2-dateline: •ಸುದ್ದಿಮೂಲ ವಾರ್ತೆ, ಮೈಸೂರು, ಜೂ.05:: [590, 146, 703, 155]
- divider: [584, 96, 585, 748]
- story1-headline: ಸೊಳ್ಳೆಗಳಿಂದ ಹರಡುತ್ತಿರುವ ರೋಗಗಳು, ಗ್ರಾಮಸ್ಥರಲ್ಲಿ ಆತಂಕ: [24, 114, 432, 138]
- divider: [350, 756, 351, 1166]
- divider: [22, 750, 927, 751]
- website-link[interactable]: https://www.suddimoola.in: [202, 43, 309, 52]
- photo-spacer: [24, 1248, 160, 1416]
- twitter-link[interactable]: ● twitter.com/@suddimoola22: [662, 59, 785, 68]
- tree-planting-photo: [763, 148, 923, 386]
- story5-body: ಪ್ಲಾಸ್ಟಿಕ್ ಮುಕ್ತ ಹಾಗೂ ವಾಯು ಮಾಲಿನ್ಯ ಮುಕ್ತ ಪರಿಸರ ನಿರ್ಮಾಣವಾದಾಗ ಮಾತ್ರ ಈ ವಿಶ್ವ ಪರಿಸರ ದಿನಾಚರಣೆ ಅರ್ಥಪೂರ್ಣ ಎಂದು ಕೆ.ನಾಗಭೂಷಣ್ ಹೇಳಿದರು. ಕರ್ನಾಟಕ ಸರ್ಕಾರಿ ಪ್ರೌಢಶಾಲೆಯ ಆವರಣದಲ್ಲಿ ಆಯೋಜಿಸಿದ್ದ ವಿಶ್ವ ಪರಿಸರ ದಿನಾಚರಣೆ ಕಾರ್ಯಕ್ರಮ ಉದ್ಘಾಟಿಸಿ ಮಾತನಾಡಿದರು. ಪ್ರತಿಯೊಬ್ಬ ನಾಗರಿಕರೂ ತಮ್ಮ ಮನೆಗಳ ಮುಂದೆ ಗಿಡ ನೆಟ್ಟು ಪೋಷಿಸಿ ಮುಂದಿನ ಪೀಳಿಗೆಗೆ ಸ್ವಚ್ಛ ಪರಿಸರವನ್ನು ಕೊಡುಗೆಯಾಗಿ ನೀಡಬೇಕು ಎಂದರು. ಈ ಸಂದರ್ಭದಲ್ಲಿ ಕಾಲೇಜಿನ ಪ್ರಾಂಶುಪಾಲರು, ಶಿಕ್ಷಕ ವೃಂದದವರು ಹಾಜರಿದ್ದರು.: [716, 896, 924, 952]
- avatar: [529, 177, 573, 229]
